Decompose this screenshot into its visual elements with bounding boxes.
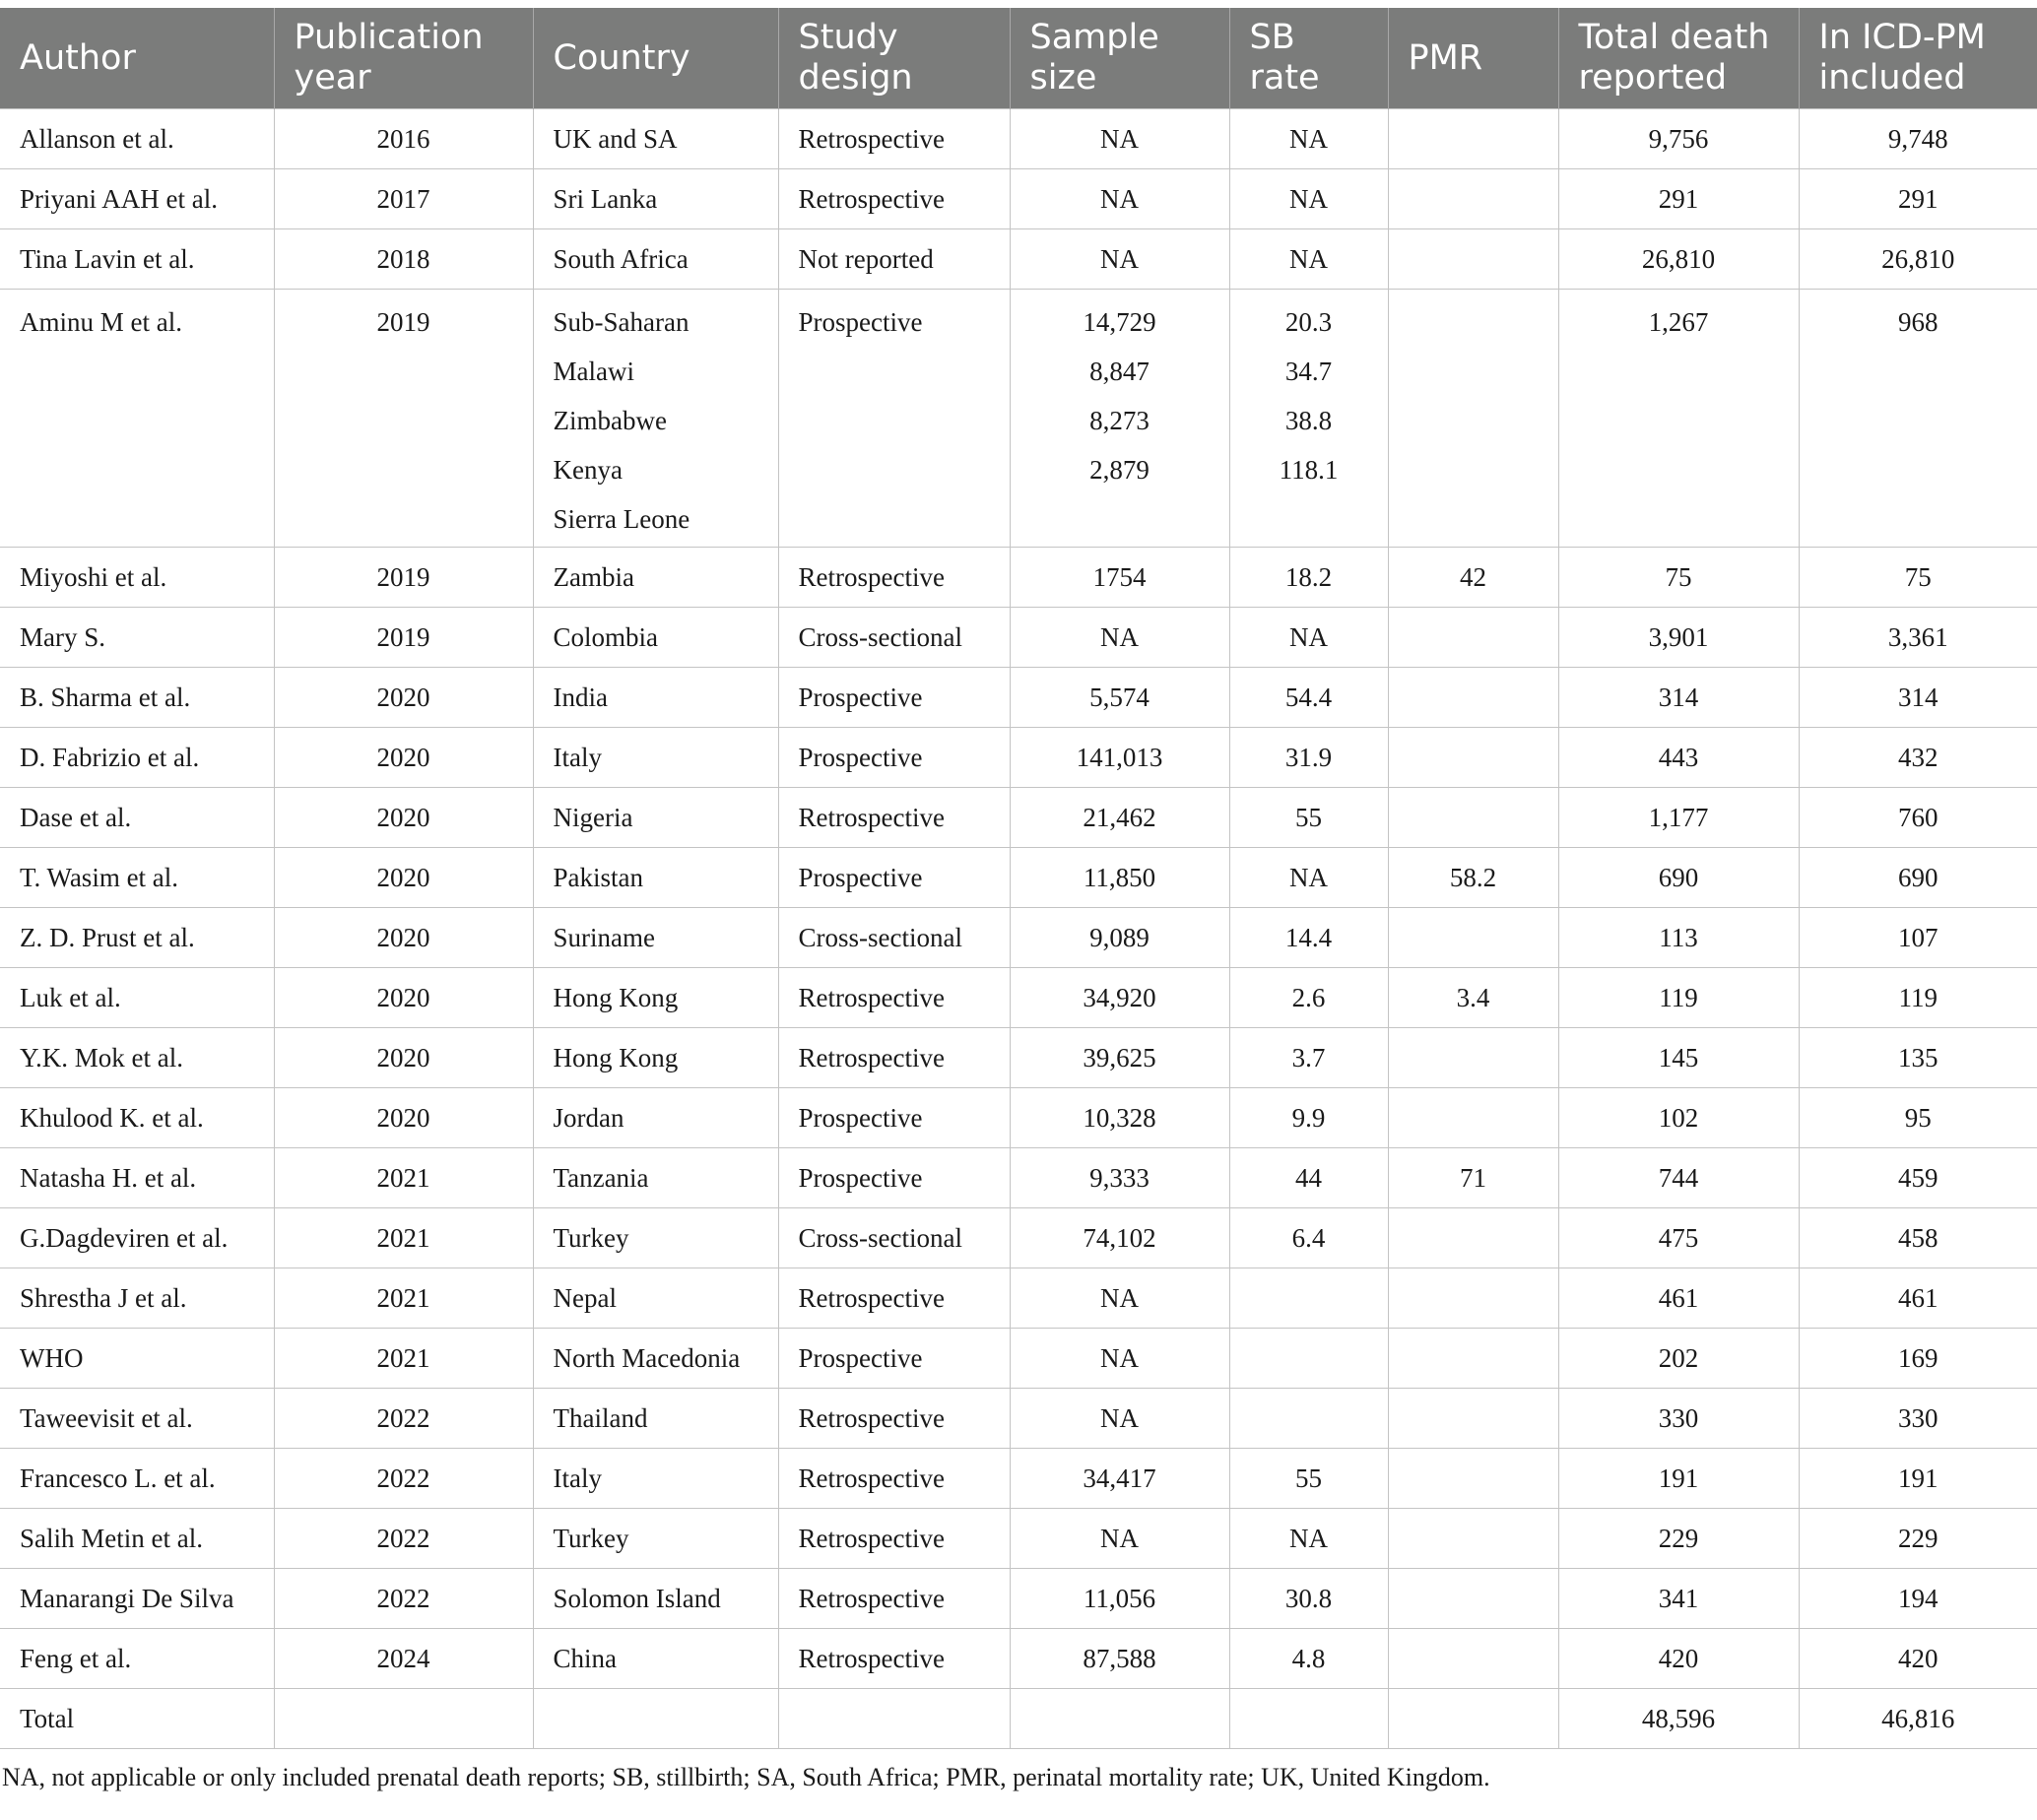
cell-pmr: 58.2 — [1388, 848, 1558, 908]
cell-author: Natasha H. et al. — [0, 1148, 274, 1208]
cell-total-death-reported: 48,596 — [1558, 1689, 1799, 1749]
cell-sample-size: 11,850 — [1010, 848, 1229, 908]
cell-in-icd-pm-included: 194 — [1799, 1569, 2037, 1629]
cell-author: Taweevisit et al. — [0, 1389, 274, 1449]
cell-publication-year: 2018 — [274, 229, 533, 290]
cell-author: D. Fabrizio et al. — [0, 728, 274, 788]
table-row — [0, 1449, 2037, 1509]
cell-sb-rate — [1229, 290, 1388, 548]
cell-sample-size — [1010, 1689, 1229, 1749]
cell-sb-rate: 54.4 — [1229, 668, 1388, 728]
cell-sb-rate: 55 — [1229, 788, 1388, 848]
table-row — [0, 229, 2037, 290]
cell-total-death-reported: 744 — [1558, 1148, 1799, 1208]
cell-country: Italy — [533, 1449, 778, 1509]
cell-sb-rate: NA — [1229, 229, 1388, 290]
cell-in-icd-pm-included: 26,810 — [1799, 229, 2037, 290]
cell-author: Shrestha J et al. — [0, 1268, 274, 1329]
cell-in-icd-pm-included: 330 — [1799, 1389, 2037, 1449]
total-row — [0, 1689, 2037, 1749]
cell-country: Nepal — [533, 1268, 778, 1329]
cell-study-design: Retrospective — [778, 1028, 1010, 1088]
column-header-study-design: Study design — [778, 8, 1010, 109]
cell-sb-rate: 6.4 — [1229, 1208, 1388, 1268]
column-header-publication-year: Publication year — [274, 8, 533, 109]
cell-country: Thailand — [533, 1389, 778, 1449]
cell-study-design: Prospective — [778, 728, 1010, 788]
cell-study-design: Retrospective — [778, 1389, 1010, 1449]
cell-in-icd-pm-included: 291 — [1799, 169, 2037, 229]
cell-sb-rate — [1229, 1389, 1388, 1449]
cell-study-design: Retrospective — [778, 1449, 1010, 1509]
cell-in-icd-pm-included: 690 — [1799, 848, 2037, 908]
cell-sb-rate: 31.9 — [1229, 728, 1388, 788]
table-row — [0, 1208, 2037, 1268]
cell-total-death-reported: 75 — [1558, 548, 1799, 608]
cell-in-icd-pm-included: 461 — [1799, 1268, 2037, 1329]
cell-pmr — [1388, 1449, 1558, 1509]
cell-line: Sub-Saharan — [553, 307, 690, 337]
table-row — [0, 1088, 2037, 1148]
cell-study-design — [778, 290, 1010, 548]
cell-sample-size: 141,013 — [1010, 728, 1229, 788]
cell-country: North Macedonia — [533, 1329, 778, 1389]
cell-in-icd-pm-included: 420 — [1799, 1629, 2037, 1689]
cell-country: India — [533, 668, 778, 728]
cell-sb-rate: NA — [1229, 608, 1388, 668]
table-row — [0, 1028, 2037, 1088]
cell-total-death-reported: 341 — [1558, 1569, 1799, 1629]
cell-author: G.Dagdeviren et al. — [0, 1208, 274, 1268]
cell-author: Miyoshi et al. — [0, 548, 274, 608]
cell-country: Hong Kong — [533, 1028, 778, 1088]
cell-sb-rate: NA — [1229, 109, 1388, 169]
cell-study-design: Cross-sectional — [778, 1208, 1010, 1268]
cell-publication-year: 2020 — [274, 1088, 533, 1148]
cell-total-death-reported: 145 — [1558, 1028, 1799, 1088]
cell-line: 14,729 — [1083, 307, 1156, 337]
cell-sample-size: 87,588 — [1010, 1629, 1229, 1689]
cell-country: Hong Kong — [533, 968, 778, 1028]
cell-country: Zambia — [533, 548, 778, 608]
cell-publication-year: 2021 — [274, 1329, 533, 1389]
cell-study-design: Retrospective — [778, 788, 1010, 848]
cell-pmr — [1388, 1629, 1558, 1689]
table-row — [0, 1629, 2037, 1689]
cell-author: Z. D. Prust et al. — [0, 908, 274, 968]
cell-pmr — [1388, 908, 1558, 968]
cell-country: Nigeria — [533, 788, 778, 848]
table-container — [0, 8, 2037, 1792]
cell-in-icd-pm-included: 46,816 — [1799, 1689, 2037, 1749]
cell-country: UK and SA — [533, 109, 778, 169]
cell-country: Pakistan — [533, 848, 778, 908]
table-row — [0, 668, 2037, 728]
cell-country: Turkey — [533, 1509, 778, 1569]
cell-sample-size: 1754 — [1010, 548, 1229, 608]
cell-publication-year: 2019 — [274, 548, 533, 608]
cell-total-death-reported: 102 — [1558, 1088, 1799, 1148]
table-row — [0, 1148, 2037, 1208]
cell-in-icd-pm-included: 95 — [1799, 1088, 2037, 1148]
cell-in-icd-pm-included: 432 — [1799, 728, 2037, 788]
cell-line: 34.7 — [1284, 357, 1333, 386]
cell-sb-rate: 55 — [1229, 1449, 1388, 1509]
cell-in-icd-pm-included — [1799, 290, 2037, 548]
cell-country: Solomon Island — [533, 1569, 778, 1629]
cell-total-death-reported: 202 — [1558, 1329, 1799, 1389]
cell-pmr — [1388, 1569, 1558, 1629]
cell-author: Total — [0, 1689, 274, 1749]
cell-in-icd-pm-included: 760 — [1799, 788, 2037, 848]
cell-pmr — [1388, 290, 1558, 548]
cell-total-death-reported: 443 — [1558, 728, 1799, 788]
cell-line: 1,267 — [1648, 307, 1709, 337]
cell-country — [533, 1689, 778, 1749]
cell-country: Suriname — [533, 908, 778, 968]
cell-pmr — [1388, 1689, 1558, 1749]
cell-publication-year: 2020 — [274, 1028, 533, 1088]
cell-country: Turkey — [533, 1208, 778, 1268]
cell-sb-rate: 14.4 — [1229, 908, 1388, 968]
cell-line: Zimbabwe — [553, 406, 667, 435]
table-header — [0, 8, 2037, 109]
cell-total-death-reported: 1,177 — [1558, 788, 1799, 848]
cell-publication-year: 2020 — [274, 908, 533, 968]
cell-in-icd-pm-included: 75 — [1799, 548, 2037, 608]
cell-country: Sri Lanka — [533, 169, 778, 229]
cell-line: Kenya — [553, 455, 623, 485]
cell-line: Sierra Leone — [553, 504, 690, 534]
cell-publication-year — [274, 1689, 533, 1749]
cell-total-death-reported: 229 — [1558, 1509, 1799, 1569]
cell-line: Prospective — [798, 307, 923, 337]
cell-sb-rate: 18.2 — [1229, 548, 1388, 608]
cell-sample-size: NA — [1010, 169, 1229, 229]
table-row — [0, 968, 2037, 1028]
cell-pmr — [1388, 1208, 1558, 1268]
cell-sb-rate: 4.8 — [1229, 1629, 1388, 1689]
cell-author: B. Sharma et al. — [0, 668, 274, 728]
cell-author — [0, 290, 274, 548]
cell-pmr — [1388, 1509, 1558, 1569]
cell-total-death-reported: 26,810 — [1558, 229, 1799, 290]
cell-author: Priyani AAH et al. — [0, 169, 274, 229]
cell-sb-rate — [1229, 1329, 1388, 1389]
cell-publication-year: 2024 — [274, 1629, 533, 1689]
cell-sb-rate: 44 — [1229, 1148, 1388, 1208]
cell-in-icd-pm-included: 458 — [1799, 1208, 2037, 1268]
study-table — [0, 8, 2037, 1749]
cell-author: Luk et al. — [0, 968, 274, 1028]
cell-publication-year: 2020 — [274, 848, 533, 908]
cell-total-death-reported: 191 — [1558, 1449, 1799, 1509]
cell-publication-year: 2022 — [274, 1509, 533, 1569]
table-row — [0, 1389, 2037, 1449]
cell-study-design: Prospective — [778, 1088, 1010, 1148]
cell-pmr — [1388, 169, 1558, 229]
cell-in-icd-pm-included: 314 — [1799, 668, 2037, 728]
cell-author: Dase et al. — [0, 788, 274, 848]
cell-sample-size: NA — [1010, 1268, 1229, 1329]
header-row — [0, 8, 2037, 109]
cell-sb-rate: NA — [1229, 169, 1388, 229]
cell-publication-year: 2021 — [274, 1208, 533, 1268]
cell-in-icd-pm-included: 191 — [1799, 1449, 2037, 1509]
cell-sample-size: NA — [1010, 109, 1229, 169]
cell-pmr — [1388, 668, 1558, 728]
cell-study-design: Retrospective — [778, 1268, 1010, 1329]
column-header-sb-rate: SB rate — [1229, 8, 1388, 109]
cell-in-icd-pm-included: 9,748 — [1799, 109, 2037, 169]
cell-country: Italy — [533, 728, 778, 788]
cell-total-death-reported: 291 — [1558, 169, 1799, 229]
table-body — [0, 109, 2037, 1749]
cell-sb-rate: 9.9 — [1229, 1088, 1388, 1148]
table-row — [0, 848, 2037, 908]
cell-pmr — [1388, 608, 1558, 668]
cell-sb-rate: NA — [1229, 848, 1388, 908]
cell-study-design: Not reported — [778, 229, 1010, 290]
cell-study-design: Cross-sectional — [778, 608, 1010, 668]
cell-publication-year: 2021 — [274, 1148, 533, 1208]
cell-country: Tanzania — [533, 1148, 778, 1208]
cell-publication-year: 2020 — [274, 968, 533, 1028]
cell-pmr — [1388, 1268, 1558, 1329]
cell-line: 8,847 — [1089, 357, 1150, 386]
cell-publication-year: 2016 — [274, 109, 533, 169]
cell-study-design: Retrospective — [778, 1509, 1010, 1569]
cell-total-death-reported: 119 — [1558, 968, 1799, 1028]
cell-study-design: Retrospective — [778, 109, 1010, 169]
cell-line: Malawi — [553, 357, 634, 386]
cell-author: Manarangi De Silva — [0, 1569, 274, 1629]
cell-study-design: Retrospective — [778, 1629, 1010, 1689]
cell-total-death-reported: 314 — [1558, 668, 1799, 728]
cell-study-design: Retrospective — [778, 1569, 1010, 1629]
cell-total-death-reported: 9,756 — [1558, 109, 1799, 169]
cell-pmr — [1388, 728, 1558, 788]
cell-sample-size: 21,462 — [1010, 788, 1229, 848]
cell-author: Allanson et al. — [0, 109, 274, 169]
cell-publication-year — [274, 290, 533, 548]
cell-sample-size: NA — [1010, 1509, 1229, 1569]
cell-sample-size: 74,102 — [1010, 1208, 1229, 1268]
cell-author: T. Wasim et al. — [0, 848, 274, 908]
cell-publication-year: 2020 — [274, 788, 533, 848]
cell-line: 968 — [1898, 307, 1938, 337]
cell-total-death-reported: 420 — [1558, 1629, 1799, 1689]
cell-in-icd-pm-included: 459 — [1799, 1148, 2037, 1208]
cell-author: Salih Metin et al. — [0, 1509, 274, 1569]
cell-sb-rate: 30.8 — [1229, 1569, 1388, 1629]
cell-sb-rate — [1229, 1268, 1388, 1329]
table-row — [0, 548, 2037, 608]
cell-pmr — [1388, 1389, 1558, 1449]
cell-publication-year: 2022 — [274, 1449, 533, 1509]
cell-sb-rate — [1229, 1689, 1388, 1749]
cell-sample-size: 9,089 — [1010, 908, 1229, 968]
cell-country — [533, 290, 778, 548]
table-row — [0, 1509, 2037, 1569]
cell-study-design: Prospective — [778, 1148, 1010, 1208]
cell-sample-size: 9,333 — [1010, 1148, 1229, 1208]
cell-sample-size: 39,625 — [1010, 1028, 1229, 1088]
cell-line: 8,273 — [1089, 406, 1150, 435]
cell-total-death-reported: 3,901 — [1558, 608, 1799, 668]
cell-sample-size: 5,574 — [1010, 668, 1229, 728]
cell-study-design: Retrospective — [778, 548, 1010, 608]
cell-country: China — [533, 1629, 778, 1689]
cell-in-icd-pm-included: 229 — [1799, 1509, 2037, 1569]
cell-sample-size: NA — [1010, 229, 1229, 290]
cell-author: Francesco L. et al. — [0, 1449, 274, 1509]
cell-pmr: 3.4 — [1388, 968, 1558, 1028]
cell-pmr — [1388, 109, 1558, 169]
cell-line: 118.1 — [1279, 455, 1339, 485]
cell-study-design: Retrospective — [778, 169, 1010, 229]
cell-study-design: Prospective — [778, 848, 1010, 908]
cell-sample-size: NA — [1010, 1389, 1229, 1449]
cell-publication-year: 2022 — [274, 1569, 533, 1629]
table-row — [0, 169, 2037, 229]
cell-sample-size: 11,056 — [1010, 1569, 1229, 1629]
cell-in-icd-pm-included: 107 — [1799, 908, 2037, 968]
column-header-sample-size: Sample size — [1010, 8, 1229, 109]
cell-publication-year: 2020 — [274, 728, 533, 788]
cell-sb-rate: 3.7 — [1229, 1028, 1388, 1088]
cell-sample-size: 34,920 — [1010, 968, 1229, 1028]
cell-publication-year: 2017 — [274, 169, 533, 229]
table-row — [0, 290, 2037, 548]
cell-total-death-reported: 330 — [1558, 1389, 1799, 1449]
cell-sb-rate: 2.6 — [1229, 968, 1388, 1028]
cell-country: Jordan — [533, 1088, 778, 1148]
table-row — [0, 908, 2037, 968]
table-row — [0, 109, 2037, 169]
cell-publication-year: 2020 — [274, 668, 533, 728]
cell-sample-size: 10,328 — [1010, 1088, 1229, 1148]
cell-sample-size: NA — [1010, 608, 1229, 668]
table-row — [0, 608, 2037, 668]
cell-study-design: Retrospective — [778, 968, 1010, 1028]
cell-pmr — [1388, 1028, 1558, 1088]
cell-study-design: Cross-sectional — [778, 908, 1010, 968]
column-header-total-death-reported: Total death reported — [1558, 8, 1799, 109]
cell-study-design: Prospective — [778, 1329, 1010, 1389]
cell-sample-size: NA — [1010, 1329, 1229, 1389]
cell-line: 20.3 — [1284, 307, 1333, 337]
cell-line: Aminu M et al. — [20, 307, 182, 337]
cell-total-death-reported: 690 — [1558, 848, 1799, 908]
cell-line: 2,879 — [1089, 455, 1150, 485]
cell-pmr — [1388, 788, 1558, 848]
cell-total-death-reported — [1558, 290, 1799, 548]
cell-total-death-reported: 461 — [1558, 1268, 1799, 1329]
cell-sb-rate: NA — [1229, 1509, 1388, 1569]
cell-line: 38.8 — [1284, 406, 1333, 435]
cell-in-icd-pm-included: 169 — [1799, 1329, 2037, 1389]
table-row — [0, 788, 2037, 848]
column-header-author: Author — [0, 8, 274, 109]
cell-in-icd-pm-included: 3,361 — [1799, 608, 2037, 668]
cell-pmr — [1388, 229, 1558, 290]
cell-author: Khulood K. et al. — [0, 1088, 274, 1148]
table-row — [0, 1268, 2037, 1329]
table-row — [0, 1329, 2037, 1389]
cell-publication-year: 2019 — [274, 608, 533, 668]
cell-author: WHO — [0, 1329, 274, 1389]
cell-pmr: 71 — [1388, 1148, 1558, 1208]
cell-total-death-reported: 113 — [1558, 908, 1799, 968]
cell-in-icd-pm-included: 119 — [1799, 968, 2037, 1028]
cell-pmr — [1388, 1088, 1558, 1148]
cell-line: 2019 — [376, 307, 430, 337]
cell-country: Colombia — [533, 608, 778, 668]
cell-in-icd-pm-included: 135 — [1799, 1028, 2037, 1088]
cell-publication-year: 2021 — [274, 1268, 533, 1329]
cell-study-design — [778, 1689, 1010, 1749]
cell-author: Tina Lavin et al. — [0, 229, 274, 290]
cell-sample-size: 34,417 — [1010, 1449, 1229, 1509]
cell-country: South Africa — [533, 229, 778, 290]
table-row — [0, 1569, 2037, 1629]
cell-publication-year: 2022 — [274, 1389, 533, 1449]
cell-author: Mary S. — [0, 608, 274, 668]
column-header-pmr: PMR — [1388, 8, 1558, 109]
cell-author: Y.K. Mok et al. — [0, 1028, 274, 1088]
table-row — [0, 728, 2037, 788]
cell-author: Feng et al. — [0, 1629, 274, 1689]
cell-sample-size — [1010, 290, 1229, 548]
cell-study-design: Prospective — [778, 668, 1010, 728]
table-footnote: NA, not applicable or only included prenatal death reports; SB, stillbirth; SA, South Africa; PMR, perinatal mortality rate; UK, United Kingdom. — [2, 1763, 1490, 1791]
cell-pmr: 42 — [1388, 548, 1558, 608]
column-header-in-icd-pm-included: In ICD-PM included — [1799, 8, 2037, 109]
column-header-country: Country — [533, 8, 778, 109]
cell-pmr — [1388, 1329, 1558, 1389]
cell-total-death-reported: 475 — [1558, 1208, 1799, 1268]
